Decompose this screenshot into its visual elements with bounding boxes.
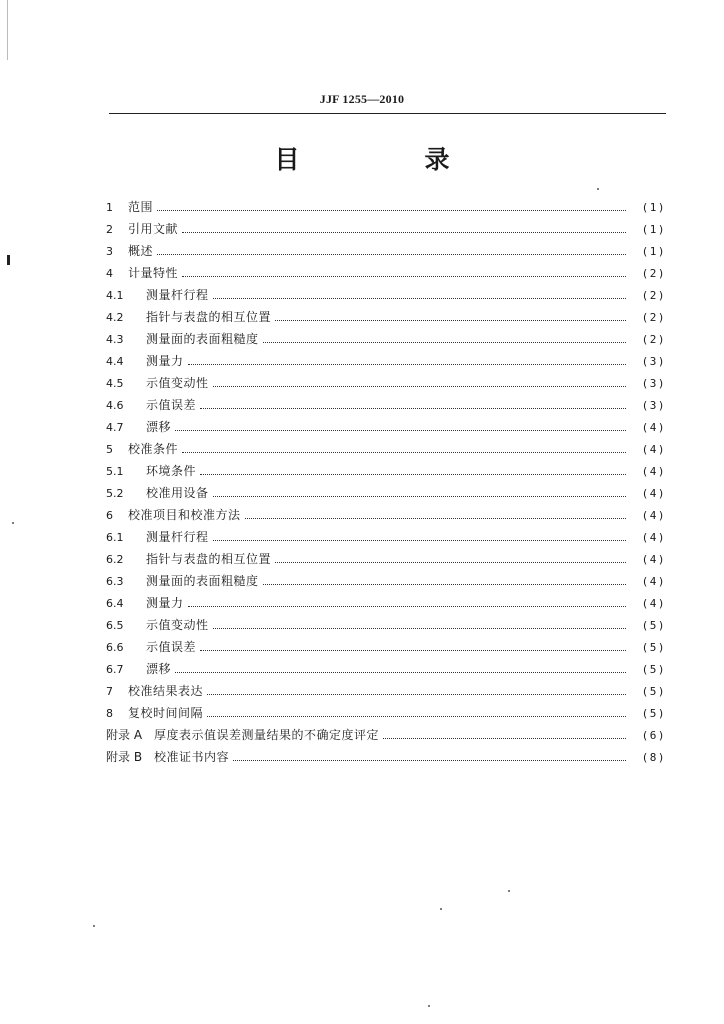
toc-entry-title: 厚度表示值误差测量结果的不确定度评定 xyxy=(154,728,380,742)
toc-entry-page: (2) xyxy=(641,333,666,346)
toc-leader-dots xyxy=(213,539,626,541)
toc-entry xyxy=(106,396,666,418)
toc-entry-number: 4.2 xyxy=(106,311,124,324)
toc-entry-title: 测量杆行程 xyxy=(146,530,209,544)
toc-entry-page: (5) xyxy=(641,685,666,698)
toc-entry-page: (4) xyxy=(641,509,666,522)
toc-entry-number: 5.2 xyxy=(106,487,124,500)
toc-leader-dots xyxy=(275,319,626,321)
toc-entry-title: 校准项目和校准方法 xyxy=(128,508,241,522)
toc-entry-page: (1) xyxy=(641,201,666,214)
toc-entry-number: 附录 A xyxy=(106,728,143,742)
toc-entry-page: (4) xyxy=(641,465,666,478)
toc-leader-dots xyxy=(233,759,626,761)
toc-entry-title: 环境条件 xyxy=(146,464,197,478)
toc-entry-title: 校准结果表达 xyxy=(128,684,204,698)
toc-entry-number: 6.6 xyxy=(106,641,124,654)
toc-entry-number: 8 xyxy=(106,707,113,720)
toc-leader-dots xyxy=(200,473,626,475)
toc-entry xyxy=(106,594,666,616)
toc-entry-page: (3) xyxy=(641,399,666,412)
table-of-contents xyxy=(106,198,666,770)
toc-leader-dots xyxy=(213,627,626,629)
toc-entry-page: (3) xyxy=(641,377,666,390)
toc-leader-dots xyxy=(157,253,626,255)
toc-leader-dots xyxy=(157,209,626,211)
scan-speck xyxy=(440,908,442,910)
toc-entry xyxy=(106,308,666,330)
toc-entry xyxy=(106,242,666,264)
toc-entry-page: (4) xyxy=(641,575,666,588)
toc-entry-number: 6.5 xyxy=(106,619,124,632)
toc-entry-number: 附录 B xyxy=(106,750,143,764)
toc-entry-title: 测量力 xyxy=(146,354,184,368)
toc-entry-page: (5) xyxy=(641,641,666,654)
toc-entry-number: 6.3 xyxy=(106,575,124,588)
scan-speck xyxy=(508,890,510,892)
toc-entry-page: (5) xyxy=(641,663,666,676)
toc-leader-dots xyxy=(182,275,626,277)
toc-leader-dots xyxy=(188,605,626,607)
toc-leader-dots xyxy=(175,429,626,431)
scan-edge-line xyxy=(7,0,8,60)
toc-entry xyxy=(106,616,666,638)
toc-leader-dots xyxy=(200,407,626,409)
scan-speck xyxy=(597,188,599,190)
scan-margin-mark xyxy=(7,255,10,265)
toc-entry-title: 示值误差 xyxy=(146,398,197,412)
toc-entry-title: 测量面的表面粗糙度 xyxy=(146,332,259,346)
toc-entry-number: 6.7 xyxy=(106,663,124,676)
toc-entry-number: 4.5 xyxy=(106,377,124,390)
toc-entry-title: 测量面的表面粗糙度 xyxy=(146,574,259,588)
toc-leader-dots xyxy=(175,671,626,673)
toc-entry-page: (4) xyxy=(641,553,666,566)
standard-code: JJF 1255—2010 xyxy=(319,92,405,106)
toc-leader-dots xyxy=(213,495,626,497)
toc-entry-title: 漂移 xyxy=(146,662,172,676)
scan-speck xyxy=(428,1005,430,1007)
toc-entry-title: 测量力 xyxy=(146,596,184,610)
scan-speck xyxy=(12,522,14,524)
toc-leader-dots xyxy=(383,737,626,739)
toc-entry-page: (3) xyxy=(641,355,666,368)
toc-entry-page: (4) xyxy=(641,421,666,434)
toc-entry-number: 6.1 xyxy=(106,531,124,544)
toc-entry xyxy=(106,660,666,682)
scan-speck xyxy=(93,925,95,927)
toc-title: 目 录 xyxy=(274,145,500,174)
toc-entry-number: 1 xyxy=(106,201,113,214)
toc-entry xyxy=(106,374,666,396)
toc-entry-title: 复校时间间隔 xyxy=(128,706,204,720)
toc-entry-number: 6.4 xyxy=(106,597,124,610)
toc-entry xyxy=(106,330,666,352)
toc-entry-number: 4 xyxy=(106,267,113,280)
toc-entry xyxy=(106,528,666,550)
toc-entry-title: 漂移 xyxy=(146,420,172,434)
header-divider xyxy=(109,113,666,114)
toc-entry-number: 4.3 xyxy=(106,333,124,346)
toc-entry xyxy=(106,572,666,594)
toc-entry-page: (1) xyxy=(641,223,666,236)
toc-entry-title: 测量杆行程 xyxy=(146,288,209,302)
toc-entry xyxy=(106,484,666,506)
toc-entry-number: 5.1 xyxy=(106,465,124,478)
toc-entry-page: (4) xyxy=(641,531,666,544)
toc-leader-dots xyxy=(245,517,626,519)
toc-entry-title: 校准用设备 xyxy=(146,486,209,500)
toc-entry-title: 范围 xyxy=(128,200,154,214)
toc-leader-dots xyxy=(182,451,626,453)
toc-entry-page: (6) xyxy=(641,729,666,742)
toc-entry-number: 4.1 xyxy=(106,289,124,302)
toc-entry-title: 校准条件 xyxy=(128,442,179,456)
toc-leader-dots xyxy=(213,297,626,299)
toc-entry xyxy=(106,352,666,374)
toc-entry xyxy=(106,550,666,572)
toc-entry xyxy=(106,286,666,308)
toc-leader-dots xyxy=(200,649,626,651)
toc-entry-title: 示值误差 xyxy=(146,640,197,654)
toc-leader-dots xyxy=(182,231,626,233)
toc-entry-page: (2) xyxy=(641,267,666,280)
toc-entry-page: (5) xyxy=(641,619,666,632)
toc-entry xyxy=(106,220,666,242)
toc-entry-number: 2 xyxy=(106,223,113,236)
toc-entry xyxy=(106,748,666,770)
toc-entry-number: 6.2 xyxy=(106,553,124,566)
toc-entry-page: (8) xyxy=(641,751,666,764)
toc-leader-dots xyxy=(207,715,626,717)
toc-entry xyxy=(106,462,666,484)
toc-entry-page: (4) xyxy=(641,597,666,610)
toc-entry-page: (1) xyxy=(641,245,666,258)
toc-entry xyxy=(106,418,666,440)
toc-leader-dots xyxy=(263,341,626,343)
toc-entry-page: (2) xyxy=(641,311,666,324)
toc-entry-title: 指针与表盘的相互位置 xyxy=(146,552,272,566)
toc-entry-title: 指针与表盘的相互位置 xyxy=(146,310,272,324)
toc-entry xyxy=(106,506,666,528)
toc-entry xyxy=(106,440,666,462)
toc-entry-title: 概述 xyxy=(128,244,154,258)
toc-entry-title: 校准证书内容 xyxy=(154,750,230,764)
toc-entry-page: (2) xyxy=(641,289,666,302)
toc-entry-title: 引用文献 xyxy=(128,222,179,236)
toc-leader-dots xyxy=(188,363,626,365)
toc-entry-number: 6 xyxy=(106,509,113,522)
toc-entry-page: (5) xyxy=(641,707,666,720)
toc-entry xyxy=(106,726,666,748)
toc-entry xyxy=(106,704,666,726)
toc-entry-title: 示值变动性 xyxy=(146,618,209,632)
toc-entry-page: (4) xyxy=(641,443,666,456)
toc-entry-number: 4.4 xyxy=(106,355,124,368)
toc-entry xyxy=(106,682,666,704)
toc-entry xyxy=(106,198,666,220)
toc-leader-dots xyxy=(275,561,626,563)
toc-entry-number: 7 xyxy=(106,685,113,698)
toc-entry-number: 4.7 xyxy=(106,421,124,434)
toc-leader-dots xyxy=(213,385,626,387)
toc-entry-number: 3 xyxy=(106,245,113,258)
toc-entry-page: (4) xyxy=(641,487,666,500)
toc-entry xyxy=(106,264,666,286)
toc-leader-dots xyxy=(207,693,626,695)
toc-entry-title: 计量特性 xyxy=(128,266,179,280)
toc-entry-title: 示值变动性 xyxy=(146,376,209,390)
toc-leader-dots xyxy=(263,583,626,585)
toc-entry xyxy=(106,638,666,660)
toc-entry-number: 5 xyxy=(106,443,113,456)
toc-entry-number: 4.6 xyxy=(106,399,124,412)
